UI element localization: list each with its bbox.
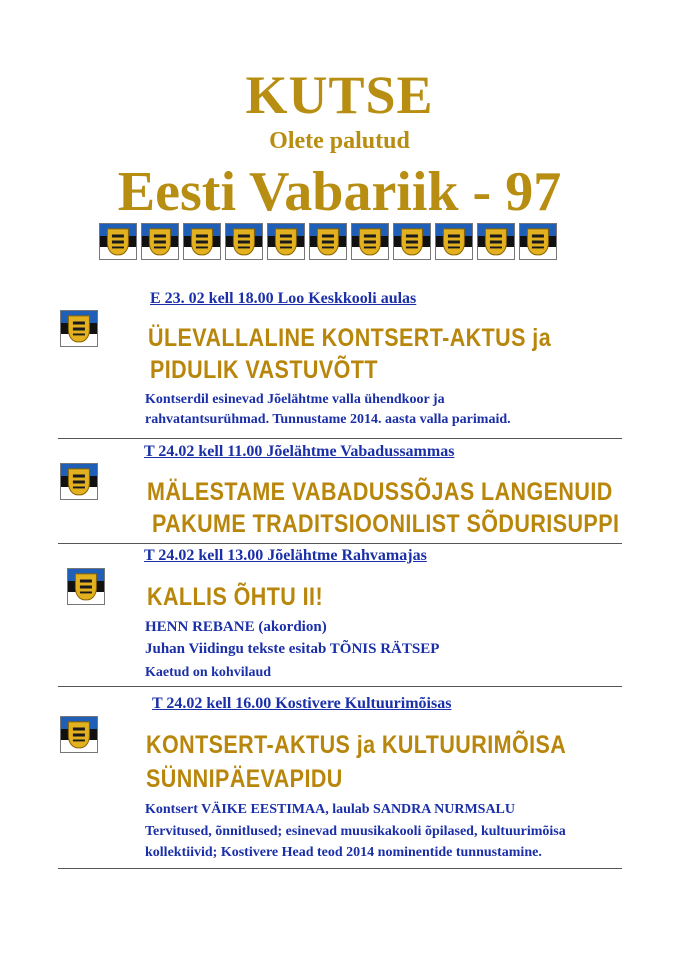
- event-3-text-2: Juhan Viidingu tekste esitab TÕNIS RÄTSEP: [145, 641, 440, 657]
- divider: [58, 868, 622, 869]
- event-1-when[interactable]: E 23. 02 kell 18.00 Loo Keskkooli aulas: [150, 290, 417, 307]
- event-1-heading-2: PIDULIK VASTUVÕTT: [150, 356, 378, 384]
- estonian-flag-icon: [309, 223, 347, 260]
- estonian-flag-icon: [267, 223, 305, 260]
- estonian-flag-icon: [477, 223, 515, 260]
- estonian-flag-icon: [99, 223, 137, 260]
- event-1-text-1: Kontserdil esinevad Jõelähtme valla ühendkoor ja: [145, 392, 445, 407]
- event-title: Eesti Vabariik - 97: [117, 161, 562, 223]
- estonian-flag-icon: [435, 223, 473, 260]
- invitation-title: KUTSE: [245, 65, 434, 125]
- invitation-subtitle: Olete palutud: [269, 128, 410, 154]
- estonian-flag-icon: [519, 223, 557, 260]
- estonian-flag-icon: [67, 568, 105, 605]
- estonian-flag-icon: [393, 223, 431, 260]
- event-2-heading-1: MÄLESTAME VABADUSSÕJAS LANGENUID: [147, 478, 613, 506]
- estonian-flag-icon: [60, 463, 98, 500]
- divider: [58, 438, 622, 439]
- event-4-when[interactable]: T 24.02 kell 16.00 Kostivere Kultuurimõisas: [152, 695, 452, 712]
- event-1-text-2: rahvatantsurühmad. Tunnustame 2014. aasta valla parimaid.: [145, 412, 511, 427]
- estonian-flag-icon: [225, 223, 263, 260]
- estonian-flag-icon: [141, 223, 179, 260]
- event-4-text-1: Kontsert VÄIKE EESTIMAA, laulab SANDRA NURMSALU: [145, 802, 516, 817]
- divider: [58, 543, 622, 544]
- divider: [58, 686, 622, 687]
- estonian-flag-icon: [183, 223, 221, 260]
- event-3-heading-1: KALLIS ÕHTU II!: [147, 583, 324, 611]
- event-4-text-3: kollektiivid; Kostivere Head teod 2014 nominentide tunnustamine.: [145, 845, 542, 860]
- estonian-flag-icon: [60, 310, 98, 347]
- estonian-flag-icon: [60, 716, 98, 753]
- event-3-text-1: HENN REBANE (akordion): [145, 619, 327, 635]
- event-4-heading-1: KONTSERT-AKTUS ja KULTUURIMÕISA: [146, 731, 567, 759]
- event-4-text-2: Tervitused, õnnitlused; esinevad muusikakooli õpilased, kultuurimõisa: [145, 824, 566, 839]
- flag-row: [99, 223, 557, 260]
- estonian-flag-icon: [351, 223, 389, 260]
- event-3-text-3: Kaetud on kohvilaud: [145, 665, 272, 680]
- event-3-when[interactable]: T 24.02 kell 13.00 Jõelähtme Rahvamajas: [144, 547, 427, 564]
- event-2-when[interactable]: T 24.02 kell 11.00 Jõelähtme Vabadussammas: [144, 443, 455, 460]
- event-4-heading-2: SÜNNIPÄEVAPIDU: [146, 765, 343, 793]
- event-2-heading-2: PAKUME TRADITSIOONILIST SÕDURISUPPI: [152, 510, 620, 538]
- event-1-heading-1: ÜLEVALLALINE KONTSERT-AKTUS ja: [148, 324, 552, 352]
